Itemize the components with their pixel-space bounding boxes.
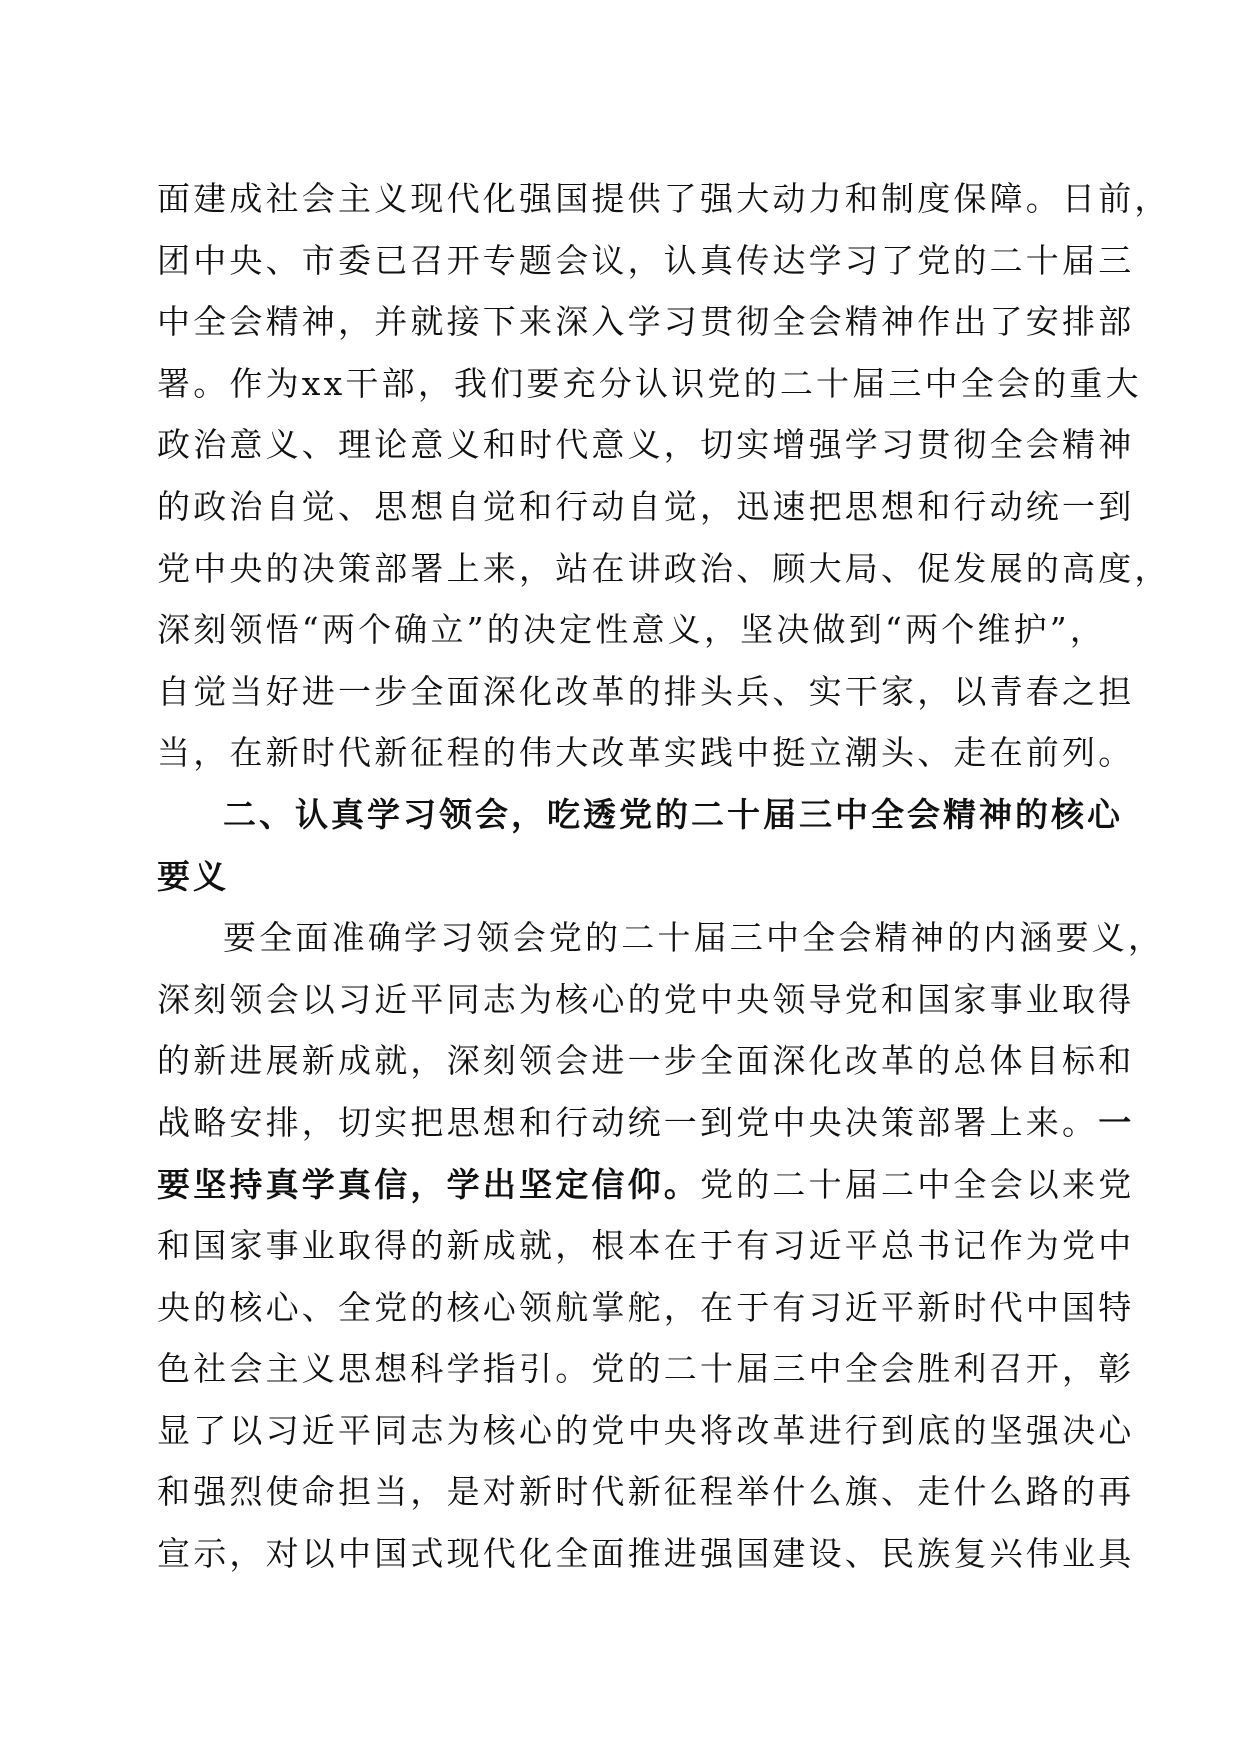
paragraph-line: 面建成社会主义现代化强国提供了强大动力和制度保障。日前， [157, 179, 1171, 218]
paragraph-line: 的新进展新成就，深刻领会进一步全面深化改革的总体目标和 [157, 1041, 1135, 1081]
paragraph-line [157, 1092, 1135, 1154]
paragraph-line: 深刻领悟“两个确立”的决定性意义，坚决做到“两个维护”， [157, 610, 1107, 650]
heading-line: 要义 [157, 856, 229, 896]
paragraph-line: 署。作为xx干部，我们要充分认识党的二十届三中全会的重大 [157, 363, 1142, 403]
paragraph-line: 自觉当好进一步全面深化改革的排头兵、实干家，以青春之担 [157, 671, 1135, 711]
heading-line: 二、认真学习领会，吃透党的二十届三中全会精神的核心 [223, 794, 1123, 834]
paragraph-line: 宣示，对以中国式现代化全面推进强国建设、民族复兴伟业具 [157, 1534, 1135, 1574]
paragraph-line: 的政治自觉、思想自觉和行动自觉，迅速把思想和行动统一到 [157, 486, 1135, 526]
paragraph-2 [157, 907, 1165, 1585]
paragraph-line [157, 1154, 1135, 1216]
paragraph-line: 央的核心、全党的核心领航掌舵，在于有习近平新时代中国特 [157, 1287, 1135, 1327]
paragraph-line: 和强烈使命担当，是对新时代新征程举什么旗、走什么路的再 [157, 1472, 1135, 1512]
paragraph-text: 战略安排，切实把思想和行动统一到党中央决策部署上来。 [157, 1102, 1099, 1142]
paragraph-line: 党中央的决策部署上来，站在讲政治、顾大局、促发展的高度， [157, 548, 1171, 588]
bold-lead-text: 要坚持真学真信，学出坚定信仰。 [157, 1164, 700, 1204]
paragraph-line: 团中央、市委已召开专题会议，认真传达学习了党的二十届三 [157, 240, 1135, 280]
paragraph-line: 色社会主义思想科学指引。党的二十届三中全会胜利召开，彰 [157, 1349, 1135, 1389]
paragraph-line: 政治意义、理论意义和时代意义，切实增强学习贯彻全会精神 [157, 425, 1135, 465]
section-heading-2 [157, 784, 1123, 907]
paragraph-line: 显了以习近平同志为核心的党中央将改革进行到底的坚强决心 [157, 1410, 1135, 1450]
paragraph-line: 深刻领会以习近平同志为核心的党中央领导党和国家事业取得 [157, 979, 1135, 1019]
paragraph-line: 当，在新时代新征程的伟大改革实践中挺立潮头、走在前列。 [157, 733, 1135, 773]
document-body [157, 168, 1171, 1585]
paragraph-line: 要全面准确学习领会党的二十届三中全会精神的内涵要义， [223, 918, 1165, 958]
paragraph-line: 和国家事业取得的新成就，根本在于有习近平总书记作为党中 [157, 1226, 1135, 1266]
bold-lead-text: 一 [1098, 1102, 1135, 1142]
paragraph-1 [157, 168, 1171, 784]
paragraph-line: 中全会精神，并就接下来深入学习贯彻全会精神作出了安排部 [157, 302, 1135, 342]
paragraph-text: 党的二十届二中全会以来党 [700, 1164, 1135, 1204]
